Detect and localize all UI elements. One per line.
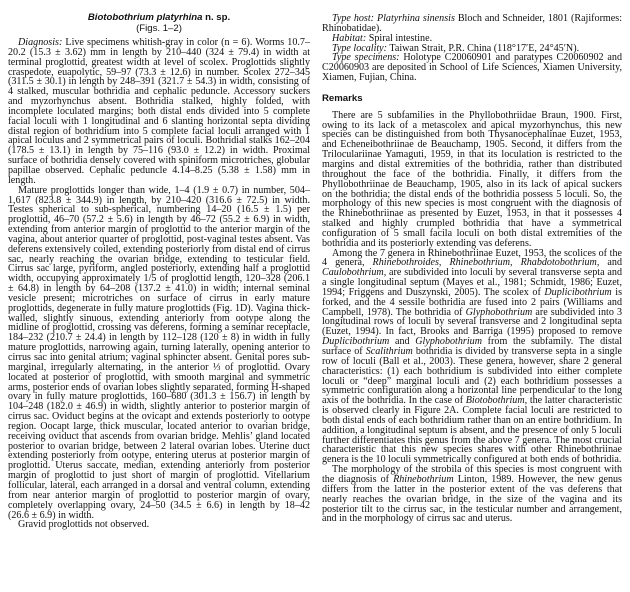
text-segment: Spiral intestine. bbox=[366, 32, 433, 44]
italic-term: Biotobothrium, bbox=[465, 395, 528, 407]
italic-term: Type host: Platyrhina sinensis bbox=[332, 13, 455, 24]
text-segment: Among the 7 genera in Rhinebothriinae Euzet, 1953, the scolices of the 4 genera, bbox=[322, 247, 622, 269]
italic-term: Glyphobothrium bbox=[465, 306, 533, 318]
species-suffix: n. sp. bbox=[202, 12, 231, 23]
text-segment: The morphology of the strobila of this species is most congruent with the diagnosis of bbox=[322, 464, 622, 485]
paragraph bbox=[322, 249, 622, 466]
text-segment: from the subfamily. The distal surface of bbox=[322, 336, 622, 357]
italic-term: Habitat: bbox=[332, 32, 367, 44]
italic-term: Caulobothrium, bbox=[322, 267, 387, 279]
text-segment: Linton, 1989. However, the new genus differs from the latter in the posterior extent of the vas deferens that nearly reaches the ovarian bridge, in the size of the vagina and its posterior tilt to the cirrus sac, in the testicular number and arrangement, and in the morphology of cirrus sac and uterus. bbox=[322, 473, 622, 525]
text-segment: are subdivided into 3 longitudinal rows of loculi by several transverse and 2 longitudinal septa (Euzet, 1994). In fact, Brooks and Barriga (1995) proposed to remove bbox=[322, 306, 622, 338]
text-segment: Mature proglottids longer than wide, 1–4 (1.9 ± 0.7) in number, 504–1,617 (823.8 ± 344.9) in length, by 210–420 (316.6 ± 72.5) in width. Testes spherical to sub-spherical, numbering 14–20 (16.5 ± 1.5) per proglottid, 46–70 (57.2 ± 5.6) in length by 46–72 (55.2 ± 6.9) in width, extending from anterior margin of proglottid to the anterior margin of the vagina, about anterior quarter of proglottid, post-vaginal testes absent. Vas deferens extensively coiled, extending posteriorly from distal end of cirrus sac, nearly reaching the ovarian bridge, extending to testicular field. Cirrus sac large, pyriform, angled posteriorly, extending half a proglottid width, occupying approximately 1/5 of proglottid length, 120–328 (206.1 ± 64.8) in length by 64–208 (137.2 ± 41.0) in width; internal seminal vesicle present; microtriches on surface of cirrus in early mature proglottids, degenerate in fully mature proglottids (Fig. 1D). Vagina thick-walled, slightly sinuous, extending anteriorly from ootype along the midline of proglottid, crossing vas deferens, forming a seminar receptacle, 184–232 (210.7 ± 24.4) in length by 112–128 (120 ± 8) in width in fully mature proglottids, narrowing again, turning laterally, opening anterior to cirrus sac into genital atrium; vaginal sphincter absent. Genital pores sub-marginal, irregularly alternating, in the anterior ⅓ of proglottid. Ovary located at posterior of proglottid, with smooth marginal and symmetric arms, posterior ends of ovarian lobes slightly separated, forming H-shaped ovary in fully mature proglottids, 160–680 (301.3 ± 156.7) in length by 104–248 (182.0 ± 46.9) in width, slightly anterior to posterior margin of cirrus sac. Oviduct begins at the ovicapt and extends posteriorly to ootype region. Oocapt large, thick muscular, located anterior to ovarian bridge, receiving oviduct that ascends from ovarian bridge. Mehlis’ gland located posterior to ovarian bridge, between 2 lateral ovarian lobes. Uterine duct extending posteriorly from ootype, entering uterus at posterior margin of proglottid. Uterus saccate, median, extending anteriorly from posterior margin of proglottid to just short of margin of proglottid. Vitellarium follicular, lateral, each arranged in a dorsal and ventral column, extending from near anterior margin of proglottid to posterior margin of ovary, completely overlapping ovary, 24–50 (34.5 ± 6.6) in length by 18–42 (26.6 ± 6.9) in width. bbox=[8, 184, 310, 521]
remarks-heading: Remarks bbox=[322, 92, 363, 104]
text-segment: Taiwan Strait, P.R. China (118°17′E, 24°45′N). bbox=[387, 42, 580, 54]
paragraph bbox=[322, 14, 622, 34]
paragraph bbox=[322, 465, 622, 524]
italic-term: Rhinebothrium bbox=[393, 473, 454, 485]
remarks-body bbox=[322, 111, 622, 524]
left-column bbox=[8, 0, 310, 530]
text-segment: and bbox=[389, 336, 416, 348]
right-column bbox=[322, 0, 622, 524]
italic-term: Type locality: bbox=[332, 42, 388, 54]
text-segment: is forked, and the 4 sessile bothridia are fused into 2 pairs (Williams and Campbell, 1978). The bothridia of bbox=[322, 286, 622, 318]
species-name: Biotobothrium platyrhina bbox=[87, 12, 203, 23]
text-segment: bothridia is divided by transverse septa in a single row of loculi (Ball et al., 2003). These genera, however, share 2 general characteristics: (1) each bothridium is subdivided into either complete loculi or “deep” marginal loculi and (2) each bothridium possesses a symmetric configuration along a horizontal line perpendicular to the long axis of the bothridia. In the case of bbox=[322, 346, 623, 407]
paragraph bbox=[8, 38, 310, 186]
text-segment: and bbox=[599, 257, 622, 269]
text-segment: There are 5 subfamilies in the Phyllobothriidae Braun, 1900. First, owing to its lack of a metascolex and apical myzorhynchus, this new species can be distinguished from both Thysanocephalinae Euzet, 1953, and Echeneibothriinae de Beauchamp, 1905. Second, it differs from the Triloculariinae Yamaguti, 1959, in that its loculation is restricted to the margins and distal extremities of the bothridia, rather than distributed throughout the face of the bothridia. Finally, it differs from the Phyllobothriinae de Beauchamp, 1905, also in its lack of apical suckers on the bothridia; the distal ends of the bothridia possess 5 loculi. So, the morphology of this new species is most congruent with the diagnosis of the Rhinebothriinae as presented by Euzet, 1953, in that it possesses 4 stalked and highly crumpled bothridia that have a symmetrical configuration of 5 small facila loculi on both distal extremities of the bothridia and its posteriorly extending vas deferens. bbox=[322, 109, 622, 249]
italic-term: Type specimens: bbox=[332, 52, 400, 64]
species-title bbox=[8, 12, 310, 23]
type-data bbox=[322, 14, 622, 83]
italic-term: Duplicibothrium bbox=[544, 286, 612, 298]
text-segment: are subdivided into loculi by several transverse septa and a single longitudinal septum (Mayes et al., 1981; Schmidt, 1986; Euzet, 1994; Friggens and Duszynski, 2005). The scolex of bbox=[322, 267, 622, 298]
description-body bbox=[8, 38, 310, 530]
text-segment: Holotype C20060901 and paratypes C20060902 and C20060903 are deposited in School of Life Sciences, Xiamen University, Xiamen, Fujian, China. bbox=[322, 52, 622, 84]
figure-reference: (Figs. 1–2) bbox=[136, 23, 182, 34]
paragraph bbox=[322, 53, 622, 83]
text-segment: Gravid proglottids not observed. bbox=[18, 519, 150, 531]
text-segment: the latter characteristic is observed clearly in Figure 2A. Complete facial loculi are restricted to both distal ends of each bothridium rather than on an entire bothridium. In addition, a longitudinal septum is absent, and the presence of only 5 loculi further differentiates this genus from the above 7 genera. The most crucial characteristic that this new species shares with other Rhinebothriinae genera is the 10 loculi symmetrically configured at both ends of bothridia. bbox=[322, 395, 622, 466]
italic-term: Diagnosis: bbox=[18, 37, 63, 48]
text-segment: Live specimens whitish-gray in color (n = 6). Worms 10.7–20.2 (15.3 ± 3.62) mm in length by 210–440 (324 ± 79.4) in width at terminal proglottid, greatest width at level of scolex. Proglottids slightly craspedote, euapolytic, 59–97 (73.3 ± 12.6) in number. Scolex 272–345 (311.5 ± 30.1) in length by 248–391 (321.7 ± 54.3) in width, consisting of 4 stalked, muscular bothridia and cephalic peduncle. Accessory suckers and myzorhynchus absent. Bothridia stalked, highly folded, with incomplete loculated margins; both distal ends divided into 5 complete facial loculi with 1 longitudinal and 6 slanting horizontal septa dividing distal region of bothridium into 5 complete facial loculi arranged with 1 apical loculus and 2 symmetrical pairs of loculi. Bothridial stalks 162–204 (178.5 ± 13.1) in length by 75–116 (93.0 ± 12.2) in width. Proximal surface of bothridia densely covered with spiniform microtriches, globular papillae observed. Cephalic peduncle 4.14–8.25 (5.38 ± 1.58) mm in length. bbox=[8, 37, 310, 186]
italic-term: Duplicibothrium bbox=[322, 336, 390, 348]
paragraph bbox=[8, 186, 310, 521]
paragraph bbox=[8, 520, 310, 530]
italic-term: Rhinebothroides, Rhinebothrium, Rhabdotobothrium, bbox=[372, 257, 600, 269]
paragraph bbox=[322, 111, 622, 249]
text-segment: Bloch and Schneider, 1801 (Rajiformes: Rhinobatidae). bbox=[322, 13, 622, 34]
italic-term: Glyphobothrium bbox=[415, 336, 482, 348]
italic-term: Scalithrium bbox=[365, 346, 413, 357]
